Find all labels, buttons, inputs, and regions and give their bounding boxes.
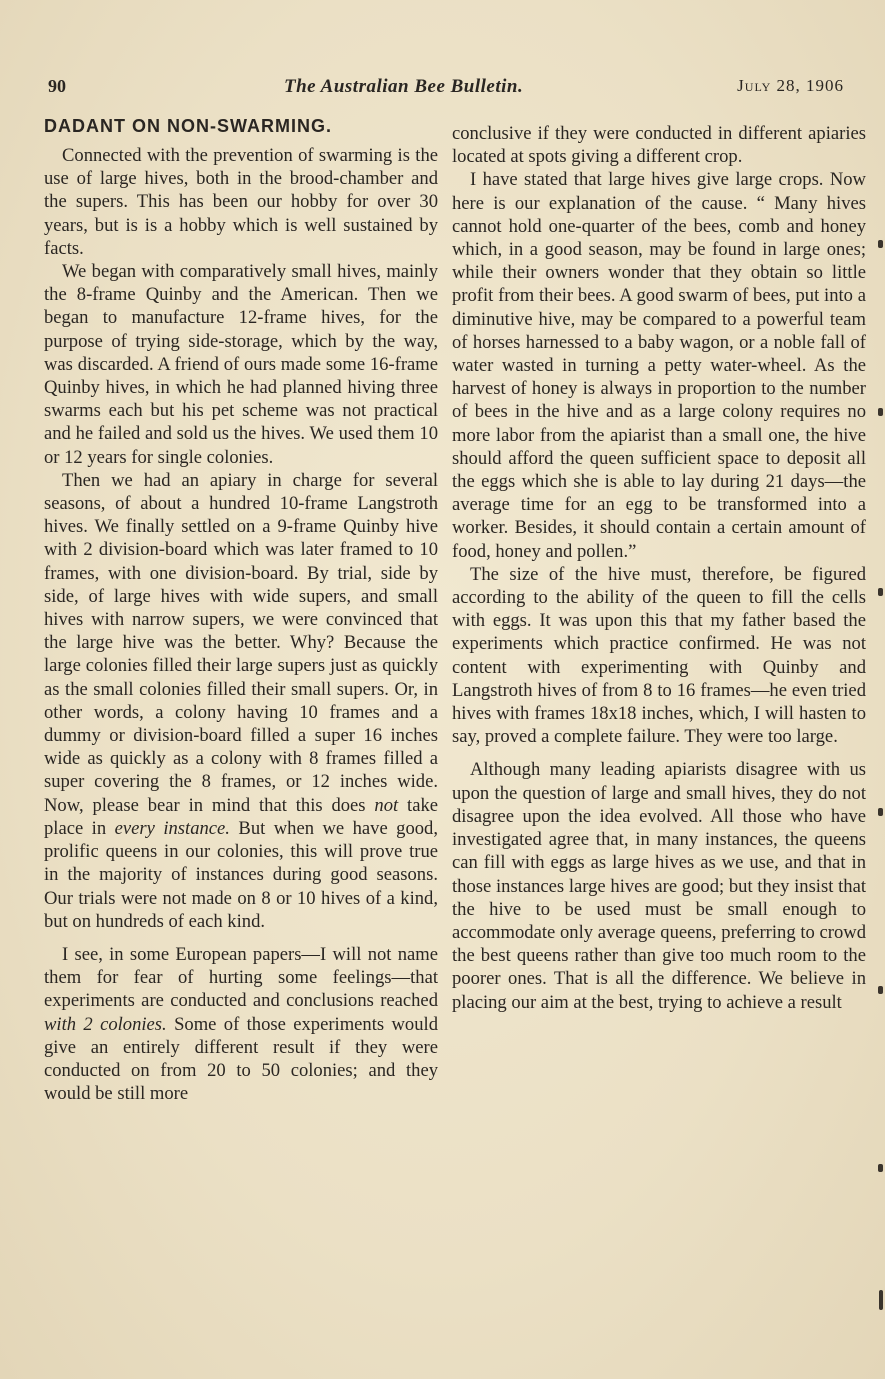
paragraph-4 xyxy=(44,943,438,1105)
margin-mark xyxy=(878,408,883,416)
paragraph-8: Although many leading apiarists disagree with us upon the question of large and small hives, they do not disagree upon the idea evolved. All those who have investigated agree that, in many instances, the queens can fill with eggs as large hives as we use, and that in those instances large hives are good; but they insist that the hive to be used must be small enough to accommodate only average queens, preferring to crowd the best queens rather than give too much room to the poorer ones. That is all the difference. We believe in placing our aim at the best, trying to achieve a result xyxy=(452,759,866,1013)
left-column xyxy=(44,114,438,1105)
emphasis-every-instance: every instance. xyxy=(114,817,230,839)
margin-mark xyxy=(878,808,883,816)
issue-date: July 28, 1906 xyxy=(737,76,844,95)
margin-mark xyxy=(878,240,883,248)
paragraph-7: The size of the hive must, therefore, be figured according to the ability of the queen to fill the cells with eggs. It was upon this that my father based the experiments which practice confirmed. He was not content with experimenting with Quinby and Langstroth hives of from 8 to 16 frames—he even tried hives with frames 18x18 inches, which, I will hasten to say, proved a complete failure. They were too large. xyxy=(452,563,866,748)
paragraph-4-text-b: Some of those experiments would give an entirely different result if they were conducted on from 20 to 50 colonies; and they would be still more xyxy=(44,1013,438,1105)
margin-mark xyxy=(878,588,883,596)
margin-mark xyxy=(878,1164,883,1172)
paragraph-3-text: Then we had an apiary in charge for several seasons, of about a hundred 10-frame Langstroth hives. We finally settled on a 9-frame Quinby hive with 2 division-board which was later framed to 10 frames, with one division-board. By trial, side by side, of large hives with wide supers, and small hives with narrow supers, we were convinced that the large hive was the better. Why? Because the large colonies filled their large supers just as quickly as the small colonies filled their small supers. Or, in other words, a colony having 10 frames and a dummy or division-board filled a super 16 inches wide as quickly as a colony with 8 frames filled a super covering the 8 frames, or 12 inches wide. Now, please bear in mind that this does xyxy=(44,469,438,816)
journal-title: The Australian Bee Bulletin. xyxy=(284,76,524,97)
paragraph-1: Connected with the prevention of swarming is the use of large hives, both in the brood-chamber and the supers. This has been our hobby for over 30 years, but is is a hobby which is well sustained by facts. xyxy=(44,145,438,259)
page-header xyxy=(44,76,844,102)
emphasis-not: not xyxy=(374,794,399,816)
paragraph-3-text-c: But when we have good, prolific queens in our colonies, this will prove true in the majority of instances during good seasons. Our trials were not made on 8 or 10 hives of a kind, but on hundreds of each kind. xyxy=(44,817,439,932)
right-column xyxy=(452,122,866,1014)
emphasis-with-2-colonies: with 2 colonies. xyxy=(44,1013,167,1035)
paragraph-5: conclusive if they were conducted in different apiaries located at spots giving a different crop. xyxy=(452,123,866,168)
paragraph-4-text: I see, in some European papers—I will not name them for fear of hurting some feelings—that experiments are conducted and conclusions reached xyxy=(44,943,438,1012)
margin-mark xyxy=(879,1290,883,1310)
paragraph-6: I have stated that large hives give large crops. Now here is our explanation of the cause. “ Many hives cannot hold one-quarter of the bees, comb and honey which, in a good season, may be found in large ones; while their owners wonder that they obtain so little profit from their bees. A good swarm of bees, put into a diminutive hive, may be compared to a powerful team of horses harnessed to a baby wagon, or a noble fall of water wasted in turning a petty water-wheel. As the harvest of honey is always in proportion to the number of bees in the hive and as a large colony requires no more labor from the apiarist than a small one, the hive should afford the queen sufficient space to deposit all the eggs which she is able to lay during 21 days—the average time for an egg to be transformed into a worker. Besides, it should contain a certain amount of food, honey and pollen.” xyxy=(452,169,866,562)
page-number: 90 xyxy=(48,76,66,96)
paragraph-3 xyxy=(44,469,438,933)
article-title: DADANT ON NON-SWARMING. xyxy=(44,116,332,136)
paragraph-3-text-b: take place in xyxy=(44,794,438,839)
paragraph-2: We began with comparatively small hives, mainly the 8-frame Quinby and the American. Then we began to manufacture 12-frame hives, for the purpose of trying side-storage, which by the way, was discarded. A friend of ours made some 16-frame Quinby hives, in which he had planned hiving three swarms each but his pet scheme was not practical and he failed and sold us the hives. We used them 10 or 12 years for single colonies. xyxy=(44,261,438,468)
margin-mark xyxy=(878,986,883,994)
